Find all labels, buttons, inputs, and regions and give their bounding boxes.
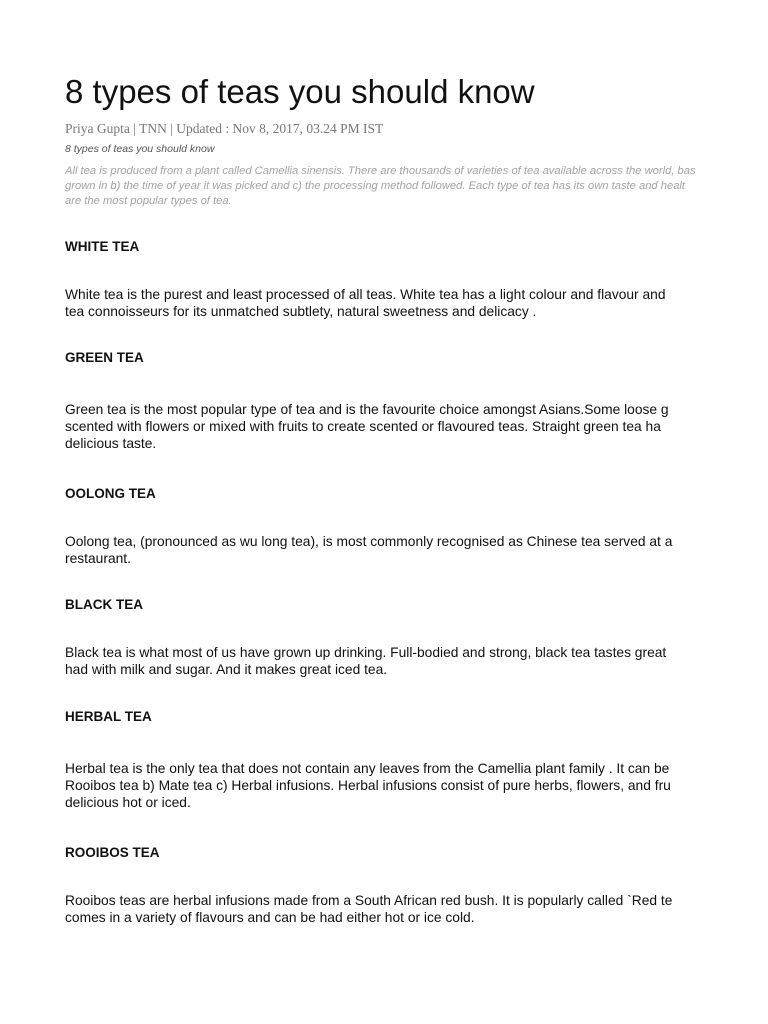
section-body-rooibos-tea [65, 892, 672, 926]
section-body-black-tea [65, 644, 666, 678]
body-line: Green tea is the most popular type of tea and is the favourite choice amongst Asians.Some loose g [65, 402, 669, 417]
image-caption: 8 types of teas you should know [65, 143, 215, 155]
body-line: delicious taste. [65, 436, 157, 451]
section-heading-oolong-tea: OOLONG TEA [65, 486, 156, 501]
intro-line: are the most popular types of tea. [65, 195, 232, 207]
body-line: restaurant. [65, 551, 131, 566]
body-line: Herbal tea is the only tea that does not contain any leaves from the Camellia plant family . It can be [65, 761, 670, 776]
section-heading-green-tea: GREEN TEA [65, 350, 144, 365]
section-heading-herbal-tea: HERBAL TEA [65, 709, 152, 724]
body-line: delicious hot or iced. [65, 795, 191, 810]
body-line: scented with flowers or mixed with fruits to create scented or flavoured teas. Straight green tea ha [65, 419, 661, 434]
body-line: Rooibos tea b) Mate tea c) Herbal infusions. Herbal infusions consist of pure herbs, flowers, and fru [65, 778, 671, 793]
intro-line: grown in b) the time of year it was picked and c) the processing method followed. Each type of tea has its own taste and healt [65, 180, 686, 192]
section-heading-white-tea: WHITE TEA [65, 239, 140, 254]
section-heading-rooibos-tea: ROOIBOS TEA [65, 845, 160, 860]
article-intro [65, 164, 696, 209]
section-heading-black-tea: BLACK TEA [65, 597, 143, 612]
body-line: Rooibos teas are herbal infusions made from a South African red bush. It is popularly called `Red te [65, 893, 673, 908]
body-line: Black tea is what most of us have grown up drinking. Full-bodied and strong, black tea tastes great [65, 645, 667, 660]
body-line: tea connoisseurs for its unmatched subtlety, natural sweetness and delicacy . [65, 304, 537, 319]
article-title: 8 types of teas you should know [65, 73, 535, 110]
section-body-green-tea [65, 401, 669, 452]
intro-line: All tea is produced from a plant called Camellia sinensis. There are thousands of varieties of tea available across the world, bas [65, 165, 696, 177]
body-line: had with milk and sugar. And it makes great iced tea. [65, 662, 388, 677]
body-line: Oolong tea, (pronounced as wu long tea), is most commonly recognised as Chinese tea served at a [65, 534, 673, 549]
body-line: comes in a variety of flavours and can be had either hot or ice cold. [65, 910, 475, 925]
article-byline: Priya Gupta | TNN | Updated : Nov 8, 2017, 03.24 PM IST [65, 121, 384, 136]
section-body-herbal-tea [65, 760, 671, 811]
section-body-oolong-tea [65, 533, 672, 567]
section-body-white-tea [65, 286, 666, 320]
body-line: White tea is the purest and least processed of all teas. White tea has a light colour and flavour and [65, 287, 666, 302]
